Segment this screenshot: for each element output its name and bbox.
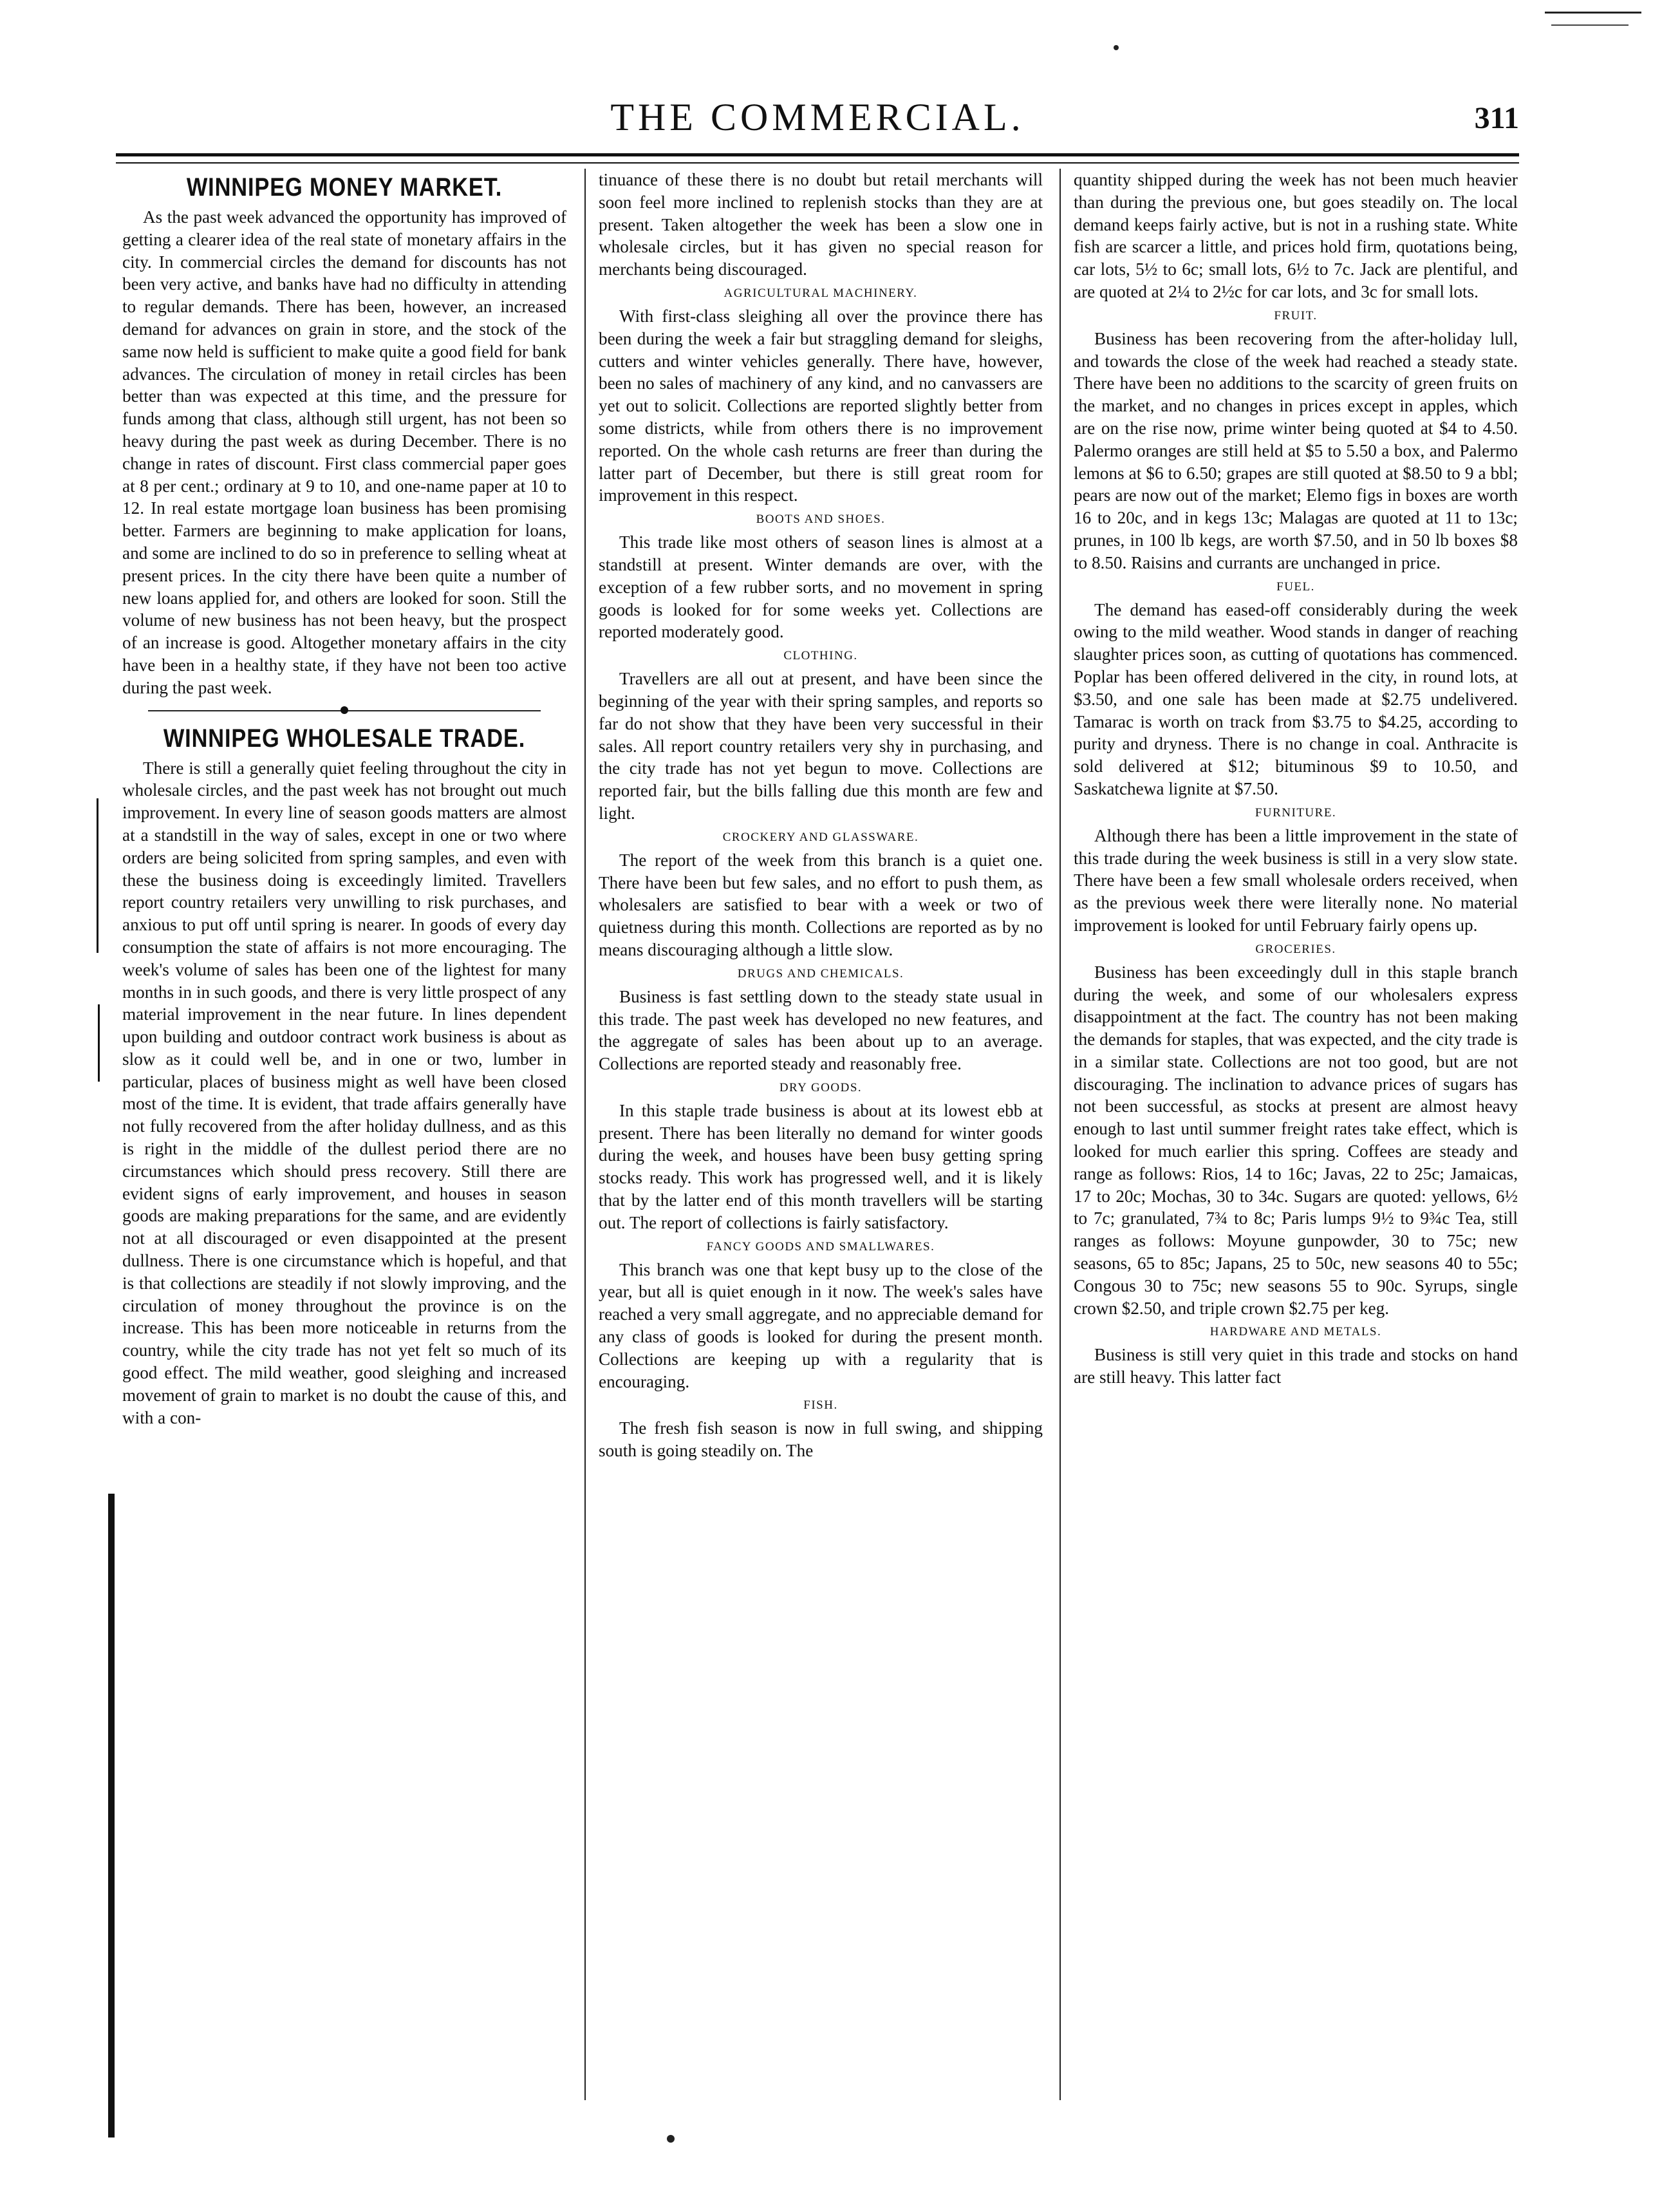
section-paragraph: Business has been recovering from the after-holiday lull, and towards the close of the week had reached a steady state. There have been no additions to the scarcity of green fruits on the market, and no changes in prices except in apples, which are on the rise now, prime winter being quoted at $4 to 4.50. Palermo oranges are still held at $5 to 5.50 a box, and Palermo lemons at $6 to 6.50; grapes are still quoted at $8.50 to 9 a bbl; pears are now out of the market; Elemo figs in boxes are worth 16 to 20c, and in kegs 13c; Malagas are quoted at 11 to 13c; prunes, in 100 lb kegs, are worth $7.50, and in 50 lb boxes $8 to 8.50. Raisins and currants are unchanged in price. <box>1074 328 1518 572</box>
section-subhead: DRY GOODS. <box>779 1080 863 1094</box>
column-1 <box>122 169 566 2113</box>
article-paragraph: There is still a generally quiet feeling throughout the city in wholesale circles, and the past week has not brought out much improvement. In every line of season goods matters are almost at a standstill in the way of sales, except in one or two where orders are being solicited from spring samples, and even with these the business doing is exceedingly limited. Travellers report country retailers very unwilling to risk purchases, and anxious to put off until spring is nearer. In goods of every day consumption the state of affairs is not more encouraging. The week's volume of sales has been one of the lightest for many months in in such goods, and there is very little prospect of any material improvement in the near future. In lines dependent upon building and outdoor contract work business is about as slow as it could well be, and in one or two, lumber in particular, places of business might as well have been closed most of the time. It is evident, that trade affairs generally have not fully recovered from the after holiday dullness, and as this is right in the middle of the dullest period there are no circumstances which should press recovery. Still there are evident signs of early improvement, and houses in season goods are making preparations for the same, and are evidently not at all discouraged or even disappointed at the present dullness. There is one circumstance which is hopeful, and that is that collections are steadily if not slowly improving, and the circulation of money throughout the province is on the increase. This has been more noticeable in returns from the country, while the city trade has not yet felt so much of its good effect. The mild weather, good sleighing and increased movement of grain to market is no doubt the cause of this, and with a con- <box>122 758 566 1427</box>
margin-mark <box>97 798 98 953</box>
section-paragraph: The fresh fish season is now in full swing, and shipping south is going steadily on. The <box>599 1418 1043 1461</box>
margin-binding-shadow <box>108 1494 115 2137</box>
wholesale-trade-continued <box>599 169 1043 1462</box>
article-paragraph: quantity shipped during the week has not been much heavier than during the previous one, but goes steadily on. The local demand keeps fairly active, but is not in a rushing state. White fish are scarcer a little, and prices hold firm, quotations being, car lots, 5½ to 6c; small lots, 6½ to 7c. Jack are plentiful, and are quoted at 2¼ to 2½c for car lots, and 3c for small lots. <box>1074 170 1518 301</box>
section-subhead: FURNITURE. <box>1255 805 1337 820</box>
ink-speck <box>1114 45 1119 50</box>
corner-rule-mark <box>1545 12 1641 14</box>
section-paragraph: Business is fast settling down to the steady state usual in this trade. The past week has developed no new features, and the aggregate of sales has been about up to an average. Collections are reported steady and reasonably free. <box>599 986 1043 1074</box>
article-paragraph: tinuance of these there is no doubt but retail merchants will soon feel more inclined to replenish stocks than they are at present. Taken altogether the week has been a slow one in wholesale circles, but it has given no special reason for merchants being discouraged. <box>599 170 1043 279</box>
running-title: THE COMMERCIAL. <box>610 96 1025 138</box>
section-paragraph: The report of the week from this branch is a quiet one. There have been but few sales, and no effort to push them, as wholesalers are satisfied to bear with a week or two of quietness during this month. Collections are reported as by no means discouraging although a little slow. <box>599 850 1043 959</box>
section-paragraph: Although there has been a little improvement in the state of this trade during the week business is still in a very slow state. There have been a few small wholesale orders received, when as the previous week there were literally none. No material improvement is looked for until February fairly opens up. <box>1074 825 1518 935</box>
section-paragraph: This branch was one that kept busy up to the close of the year, but all is quiet enough in it now. The week's sales have reached a very small aggregate, and no appreciable demand for any class of goods is looked for during the present month. Collections are keeping up with a regularity that is encouraging. <box>599 1259 1043 1391</box>
section-subhead: FANCY GOODS AND SMALLWARES. <box>706 1239 935 1254</box>
article-headline: WINNIPEG MONEY MARKET. <box>186 173 503 202</box>
article-columns <box>116 169 1519 2113</box>
wholesale-trade-article <box>122 722 566 1429</box>
section-paragraph: Business is still very quiet in this trade and stocks on hand are still heavy. This latter fact <box>1074 1345 1518 1387</box>
section-paragraph: This trade like most others of season lines is almost at a standstill at present. Winter demands are over, with the exception of a few rubber sorts, and no movement in spring goods is looked for for some weeks yet. Collections are reported moderately good. <box>599 532 1043 642</box>
section-subhead: CROCKERY AND GLASSWARE. <box>722 830 919 844</box>
corner-rule-mark <box>1551 24 1629 26</box>
section-paragraph: With first-class sleighing all over the province there has been during the week a fair but straggling demand for sleighs, cutters and winter vehicles generally. There have, however, been no sales of machinery of any kind, and no canvassers are yet out to solicit. Collections are reported slightly better from some districts, while from others there is no improvement reported. On the whole cash returns are freer than during the latter part of December, but there is still great room for improvement in this respect. <box>599 306 1043 505</box>
ink-speck <box>667 2135 675 2143</box>
column-2 <box>599 169 1043 2113</box>
section-subhead: DRUGS AND CHEMICALS. <box>737 966 904 981</box>
section-paragraph: In this staple trade business is about at its lowest ebb at present. There has been literally no demand for winter goods during the week, and houses have been busy getting spring stocks ready. This work has progressed well, and it is likely that by the latter end of this month travellers will be starting out. The report of collections is fairly satisfactory. <box>599 1100 1043 1232</box>
money-market-article <box>122 171 566 699</box>
section-subhead: AGRICULTURAL MACHINERY. <box>723 286 918 300</box>
section-subhead: CLOTHING. <box>783 649 858 663</box>
column-rule <box>584 169 586 2100</box>
section-paragraph: The demand has eased-off considerably during the week owing to the mild weather. Wood stands in danger of reaching slaughter prices soon, as cutting of quotations has commenced. Poplar has been offered delivered in the city, in round lots, at $3.50, and one sale has been made at $2.75 undelivered. Tamarac is worth on track from $3.75 to $4.25, according to purity and dryness. There is no change in coal. Anthracite is sold delivered at $12; bituminous $9 to 10.50, and Saskatchewa lignite at $7.50. <box>1074 599 1518 798</box>
article-divider <box>148 703 541 719</box>
section-subhead: FISH. <box>803 1398 838 1413</box>
header-rule <box>116 162 1519 164</box>
section-subhead: FRUIT. <box>1274 308 1318 323</box>
margin-mark <box>98 1004 100 1082</box>
section-paragraph: Business has been exceedingly dull in this staple branch during the week, and some of our wholesalers express disappointment at the fact. The country has not been making the demands for staples, that was expected, and the city trade is in a similar state. Collections are not too good, but are not discouraging. The inclination to advance prices of sugars has not been successful, as stocks at present are almost heavy enough to last until summer freight rates take effect, which is looked for much earlier this spring. Coffees are steady and range as follows: Rios, 14 to 16c; Javas, 22 to 25c; Jamaicas, 17 to 20c; Mochas, 30 to 34c. Sugars are quoted: yellows, 6½ to 7c; granulated, 7¾ to 8c; Paris lumps 9½ to 9¾c Tea, still ranges as follows: Moyune gunpowder, 30 to 75c; new seasons, 65 to 85c; Japans, 25 to 50c, new seasons 40 to 55c; Congous 30 to 75c; new seasons 55 to 90c. Syrups, single crown $2.50, and triple crown $2.75 per keg. <box>1074 962 1518 1318</box>
page-number: 311 <box>1474 101 1519 135</box>
wholesale-trade-continued <box>1074 169 1518 1389</box>
page-header <box>116 95 1519 147</box>
header-rule <box>116 153 1519 156</box>
section-subhead: FUEL. <box>1276 579 1315 594</box>
section-subhead: GROCERIES. <box>1255 942 1336 956</box>
column-3 <box>1074 169 1518 2113</box>
section-paragraph: Travellers are all out at present, and have been since the beginning of the year with their spring samples, and reports so far do not show that they have been very successful in their sales. All report country retailers very shy in purchasing, and the city trade has not yet begun to move. Collections are reported fair, but the bills falling due this month are few and light. <box>599 669 1043 823</box>
section-subhead: BOOTS AND SHOES. <box>756 512 886 527</box>
section-subhead: HARDWARE AND METALS. <box>1209 1325 1382 1339</box>
article-paragraph: As the past week advanced the opportunity has improved of getting a clearer idea of the real state of monetary affairs in the city. In commercial circles the demand for discounts has not been very active, and banks have had no difficulty in attending to regular demands. There has been, however, an increased demand for advances on grain in store, and the stock of the same now held is sufficient to make quite a good field for bank advances. The circulation of money in retail circles has been better than was expected at this time, and the pressure for funds among that class, although still urgent, has not been so heavy during the past week as during December. There is no change in rates of discount. First class commercial paper goes at 8 per cent.; ordinary at 9 to 10, and one-name paper at 10 to 12. In real estate mortgage loan business has been promising better. Farmers are beginning to make application for loans, and some are inclined to do so in preference to selling wheat at present prices. In the city there have been quite a number of new loans applied for, and others are looked for soon. Still the volume of new business has not been heavy, but the prospect of an increase is good. Altogether monetary affairs in the city have been in a healthy state, if they have not been too active during the past week. <box>122 207 566 697</box>
column-rule <box>1059 169 1061 2100</box>
article-headline: WINNIPEG WHOLESALE TRADE. <box>163 724 526 753</box>
